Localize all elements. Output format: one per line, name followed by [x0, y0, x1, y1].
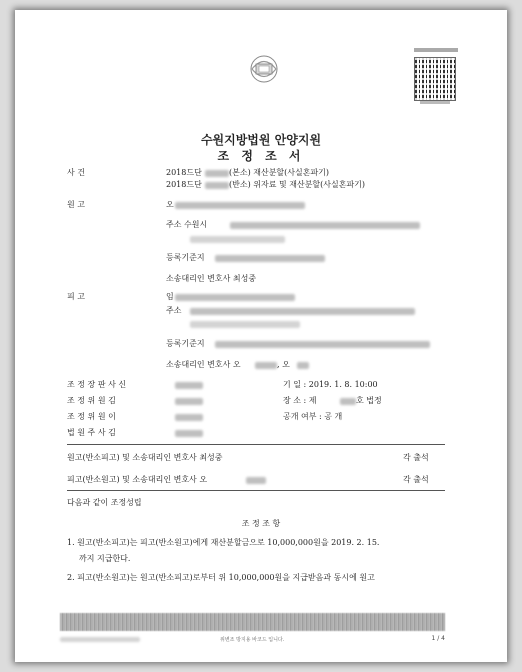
security-barcode: [60, 613, 445, 631]
public-status: 공개 여부 : 공 개: [283, 412, 343, 421]
redaction: [175, 202, 305, 209]
case-label: 사 건: [67, 168, 85, 177]
divider: [67, 444, 445, 445]
redaction: [190, 321, 300, 328]
redaction: [230, 222, 420, 229]
clause-2-line-1: 2. 피고(반소원고)는 원고(반소피고)로부터 위 10,000,000원을 지급받음과 동시에 원고: [67, 573, 375, 582]
qr-caption-top: [414, 48, 458, 52]
mediator-1-label: 조 정 위 원 김: [67, 396, 116, 405]
plaintiff-lawyer: 소송대리인 변호사 최성중: [166, 274, 257, 283]
intro-text: 다음과 같이 조정성립: [67, 498, 142, 507]
redaction: [175, 398, 203, 405]
defendant-registry-label: 등록기준지: [166, 339, 205, 348]
redaction: [340, 398, 356, 405]
judge-label: 조 정 장 판 사 신: [67, 380, 127, 389]
hearing-place: 장 소 : 제: [283, 396, 317, 405]
redaction: [255, 362, 277, 369]
case-number-2: 2018드단: [166, 180, 202, 189]
page-number: 1 / 4: [431, 635, 445, 642]
redaction: [60, 637, 140, 642]
plaintiff-label: 원 고: [67, 200, 85, 209]
divider: [67, 490, 445, 491]
redaction: [215, 255, 325, 262]
attendance-plaintiff-status: 각 출석: [403, 453, 429, 462]
section-title: 조 정 조 항: [241, 519, 281, 528]
court-name: 수원지방법원 안양지원: [200, 133, 322, 147]
plaintiff-address-label: 주소 수원시: [166, 220, 208, 229]
hearing-date: 기 일 : 2019. 1. 8. 10:00: [283, 380, 378, 389]
case-number-1: 2018드단: [166, 168, 202, 177]
attendance-defendant: 피고(반소원고) 및 소송대리인 변호사 오: [67, 475, 208, 484]
plaintiff-name: 오: [166, 200, 174, 209]
clause-1-line-1: 1. 원고(반소피고)는 피고(반소원고)에게 재산분할금으로 10,000,000원을 2019. 2. 15.: [67, 538, 380, 547]
document-page: [15, 10, 507, 662]
attendance-plaintiff: 원고(반소피고) 및 소송대리인 변호사 최성중: [67, 453, 223, 462]
redaction: [190, 308, 415, 315]
redaction: [215, 341, 430, 348]
redaction: [205, 170, 229, 177]
redaction: [175, 294, 295, 301]
clause-1-line-2: 까지 지급한다.: [79, 554, 131, 563]
redaction: [175, 382, 203, 389]
redaction: [246, 477, 266, 484]
defendant-lawyer: 소송대리인 변호사 오: [166, 360, 241, 369]
mediator-2-label: 조 정 위 원 이: [67, 412, 116, 421]
defendant-name: 임: [166, 292, 174, 301]
document-title: 조 정 조 서: [217, 149, 305, 163]
defendant-address-label: 주소: [166, 306, 182, 315]
court-emblem-icon: [247, 54, 281, 84]
qr-caption-bottom: [420, 101, 450, 104]
case-type-1: (본소) 재산분할(사실혼파기): [229, 168, 330, 177]
redaction: [205, 182, 229, 189]
defendant-lawyer-tail: , 오: [277, 360, 290, 369]
plaintiff-registry-label: 등록기준지: [166, 253, 205, 262]
attendance-defendant-status: 각 출석: [403, 475, 429, 484]
redaction: [297, 362, 309, 369]
case-type-2: (반소) 위자료 및 재산분할(사실혼파기): [229, 180, 366, 189]
redaction: [175, 414, 203, 421]
defendant-label: 피 고: [67, 292, 85, 301]
clerk-label: 법 원 주 사 김: [67, 428, 116, 437]
redaction: [190, 236, 285, 243]
hearing-place-tail: 호 법정: [356, 396, 382, 405]
footer-note: 위변조 방지용 바코드 입니다.: [220, 637, 285, 643]
qr-code-icon: [414, 57, 456, 101]
redaction: [175, 430, 203, 437]
